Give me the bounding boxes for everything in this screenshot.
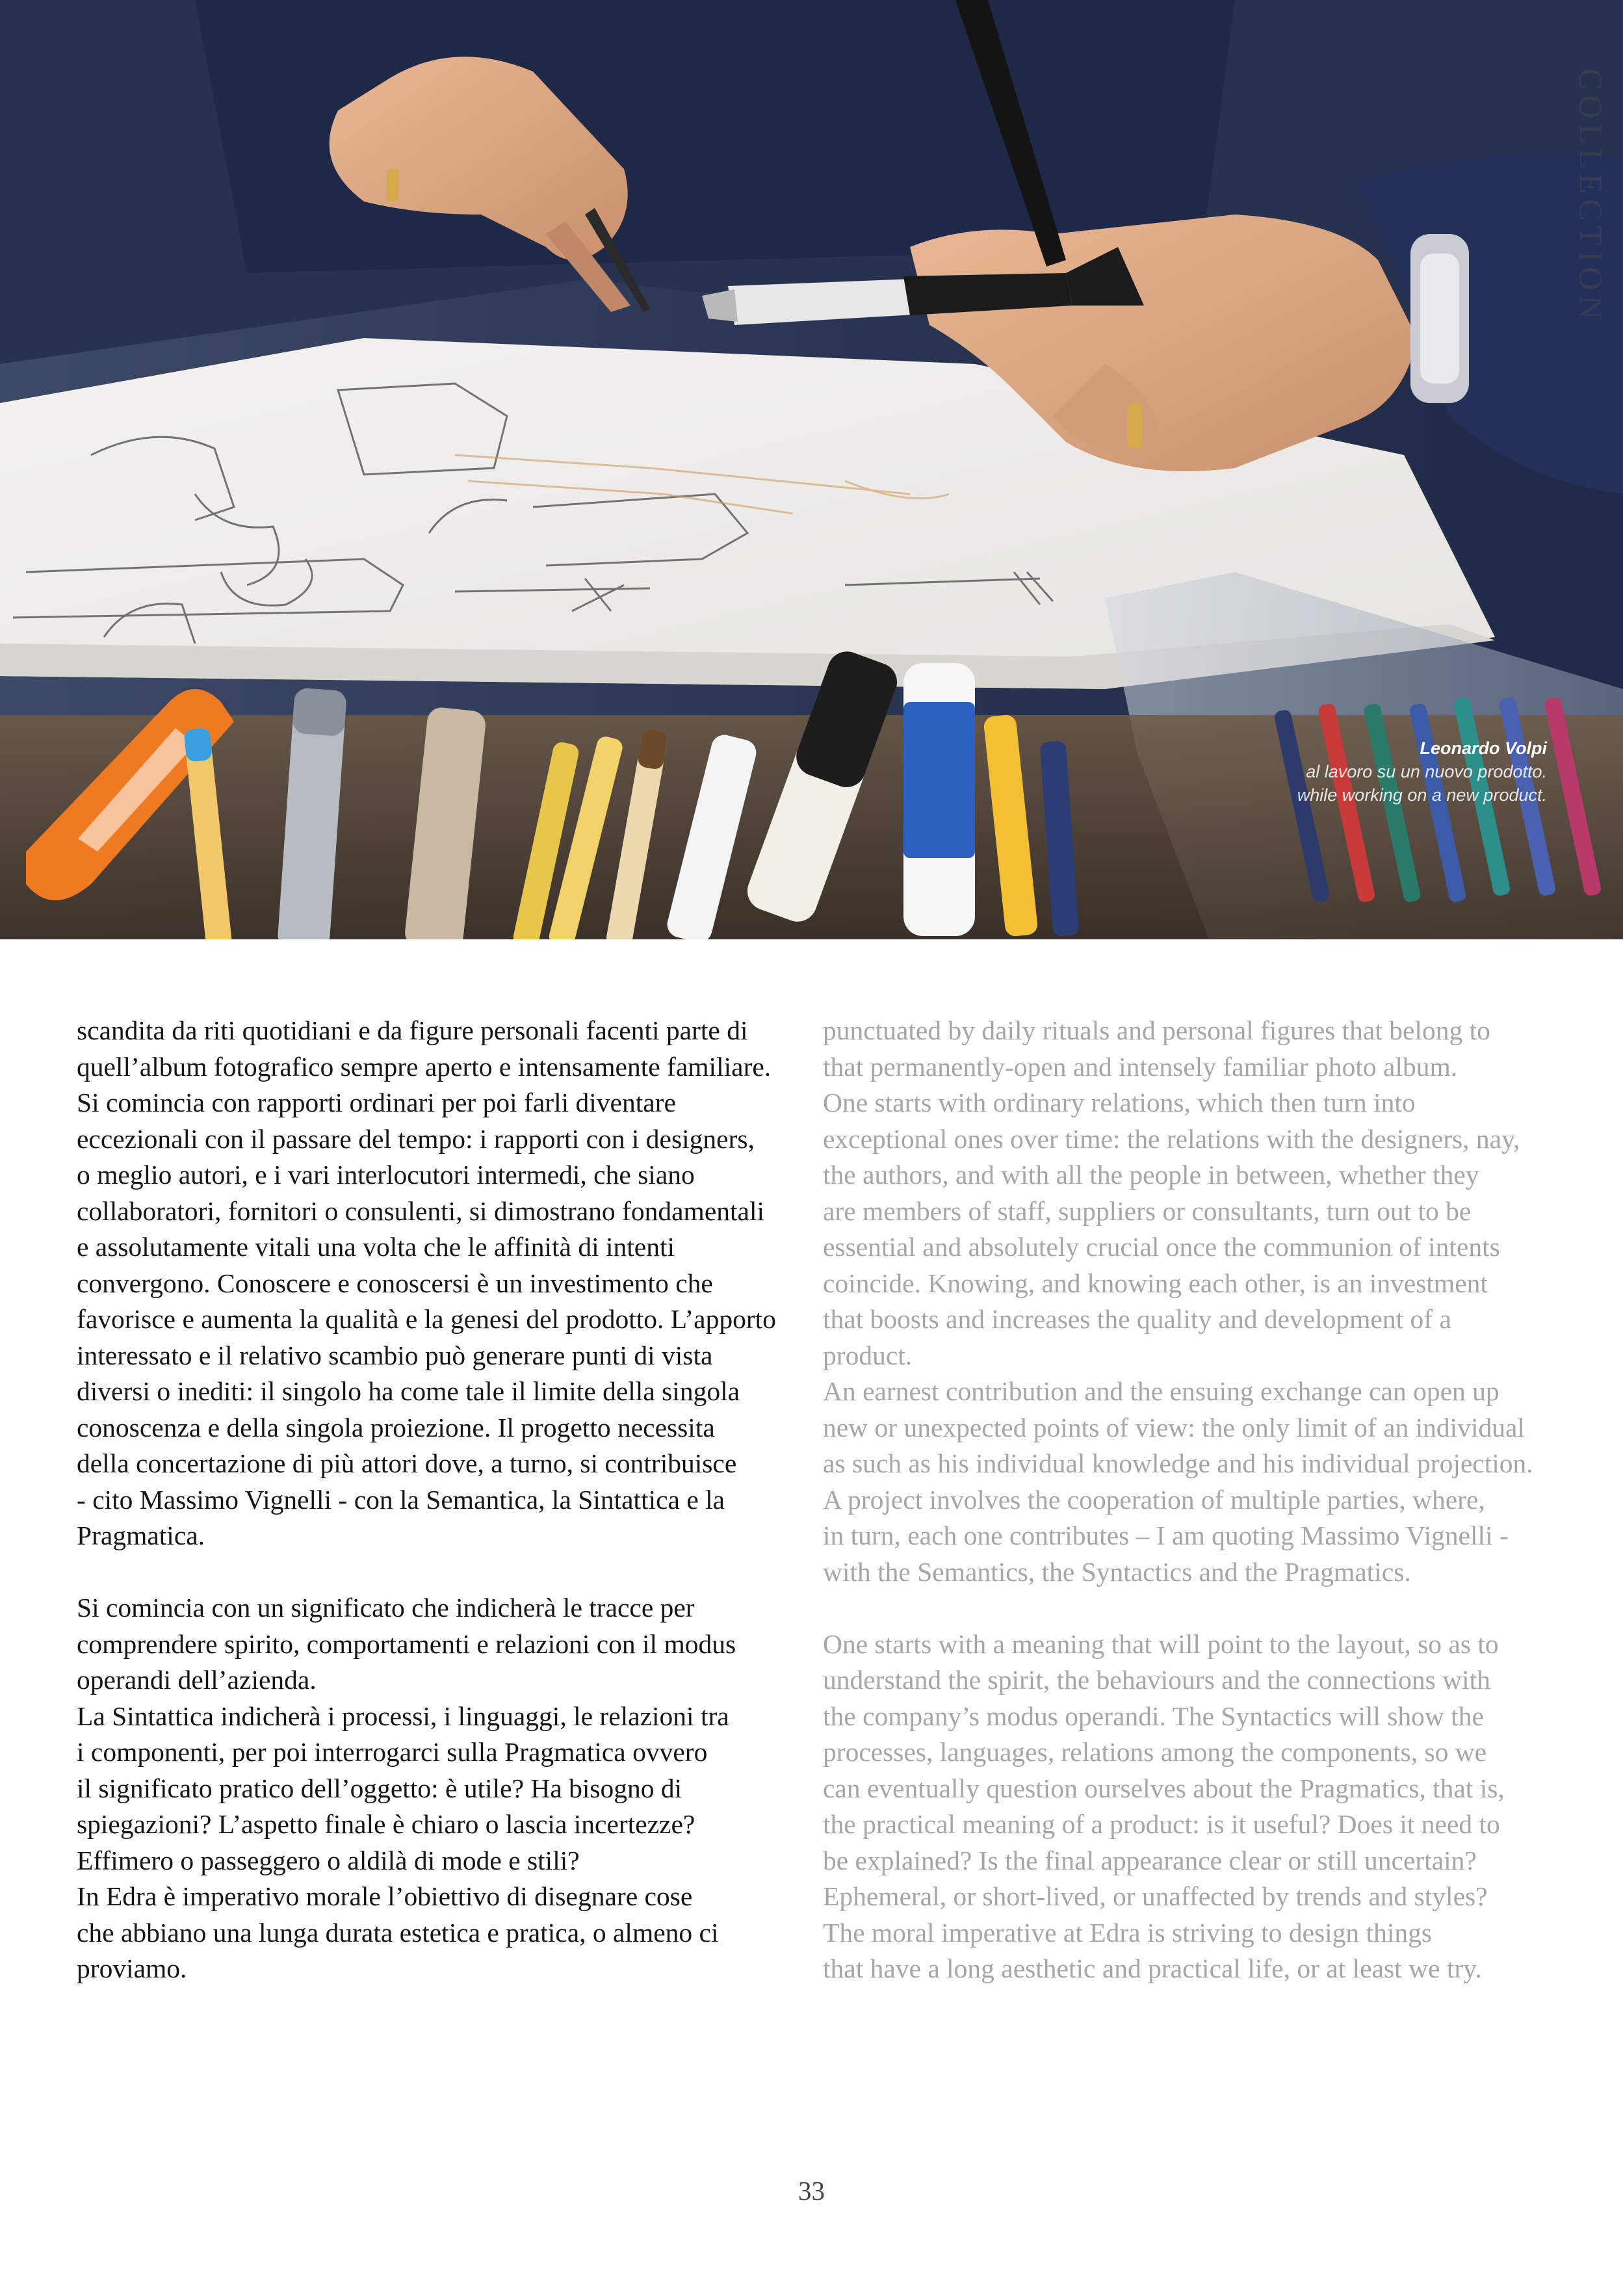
english-text-line: An earnest contribution and the ensuing exchange can open up (823, 1376, 1500, 1406)
designer-sketching-photo (0, 0, 1623, 939)
italian-text-line (77, 1554, 818, 1591)
italian-text-line: o meglio autori, e i vari interlocutori intermedi, che siano (77, 1160, 695, 1190)
italian-text-line: che abbiano una lunga durata estetica e pratica, o almeno ci (77, 1917, 719, 1948)
italian-text-line: proviamo. (77, 1953, 187, 1983)
english-text-line: are members of staff, suppliers or consultants, turn out to be (823, 1195, 1472, 1226)
english-text-line: be explained? Is the final appearance clear or still uncertain? (823, 1845, 1477, 1875)
italian-text-line: - cito Massimo Vignelli - con la Semantica, la Sintattica e la (77, 1484, 725, 1515)
italian-text-line: il significato pratico dell’oggetto: è utile? Ha bisogno di (77, 1773, 682, 1803)
english-text-line: One starts with ordinary relations, which then turn into (823, 1088, 1416, 1117)
italian-text-line: operandi dell’azienda. (77, 1665, 317, 1695)
english-text-line: The moral imperative at Edra is striving to design things (823, 1917, 1433, 1948)
english-text-line: exceptional ones over time: the relations with the designers, nay, (823, 1123, 1520, 1154)
english-text-line: One starts with a meaning that will point to the layout, so as to (823, 1628, 1499, 1659)
italian-text-line: interessato e il relativo scambio può generare punti di vista (77, 1340, 713, 1370)
english-text-line: essential and absolutely crucial once the communion of intents (823, 1232, 1500, 1262)
english-text-line: that have a long aesthetic and practical life, or at least we try. (823, 1953, 1482, 1983)
italian-text-line: i componenti, per poi interrogarci sulla Pragmatica ovvero (77, 1737, 708, 1767)
italian-text-line: quell’album fotografico sempre aperto e intensamente familiare. (77, 1051, 772, 1082)
english-text-column (823, 1013, 1564, 1987)
italian-text-line: comprendere spirito, comportamenti e relazioni con il modus (77, 1628, 736, 1659)
english-text-line: understand the spirit, the behaviours and the connections with (823, 1665, 1490, 1695)
english-text-line: new or unexpected points of view: the only limit of an individual (823, 1412, 1525, 1442)
italian-text-line: diversi o inediti: il singolo ha come tale il limite della singola (77, 1376, 740, 1406)
italian-text-line: Effimero o passeggero o aldilà di mode e stili? (77, 1845, 580, 1875)
english-text-line (823, 1590, 1564, 1626)
english-text-line: the company’s modus operandi. The Syntactics will show the (823, 1701, 1484, 1731)
italian-text-line: scandita da riti quotidiani e da figure personali facenti parte di (77, 1015, 748, 1045)
english-text-line: can eventually question ourselves about the Pragmatics, that is, (823, 1773, 1505, 1803)
photo-caption (1297, 737, 1547, 807)
page-number: 33 (798, 2176, 825, 2206)
italian-text-line: e assolutamente vitali una volta che le affinità di intenti (77, 1232, 675, 1262)
english-text-line: that permanently-open and intensely familiar photo album. (823, 1051, 1458, 1082)
italian-text-line: Si comincia con rapporti ordinari per poi farli diventare (77, 1088, 676, 1117)
english-text-line: that boosts and increases the quality and development of a (823, 1304, 1451, 1334)
italian-text-line: In Edra è imperativo morale l’obiettivo di disegnare cose (77, 1881, 693, 1911)
caption-name: Leonardo Volpi (1420, 738, 1547, 758)
english-text-line: coincide. Knowing, and knowing each other, is an investment (823, 1268, 1488, 1298)
english-text-line: the practical meaning of a product: is it useful? Does it need to (823, 1809, 1500, 1839)
english-text-line: in turn, each one contributes – I am quoting Massimo Vignelli - (823, 1520, 1509, 1550)
english-text-line: Ephemeral, or short-lived, or unaffected by trends and styles? (823, 1881, 1488, 1911)
italian-text-column (77, 1013, 818, 1987)
italian-text-line: Pragmatica. (77, 1520, 205, 1550)
caption-italian: al lavoro su un nuovo prodotto. (1306, 762, 1547, 781)
italian-text-line: della concertazione di più attori dove, a turno, si contribuisce (77, 1448, 737, 1478)
italian-text-line: convergono. Conoscere e conoscersi è un investimento che (77, 1268, 713, 1298)
english-text-line: punctuated by daily rituals and personal figures that belong to (823, 1015, 1490, 1045)
italian-text-line: spiegazioni? L’aspetto finale è chiaro o lascia incertezze? (77, 1809, 695, 1839)
italian-text-line: La Sintattica indicherà i processi, i linguaggi, le relazioni tra (77, 1701, 729, 1731)
italian-text-line: Si comincia con un significato che indicherà le tracce per (77, 1593, 695, 1623)
caption-english: while working on a new product. (1297, 785, 1547, 805)
english-text-line: with the Semantics, the Syntactics and the Pragmatics. (823, 1556, 1411, 1587)
english-text-line: product. (823, 1340, 913, 1370)
english-text-line: the authors, and with all the people in between, whether they (823, 1160, 1479, 1190)
english-text-line: A project involves the cooperation of multiple parties, where, (823, 1484, 1485, 1515)
english-text-line: as such as his individual knowledge and his individual projection. (823, 1448, 1533, 1478)
italian-text-line: favorisce e aumenta la qualità e la genesi del prodotto. L’apporto (77, 1304, 776, 1334)
italian-text-line: collaboratori, fornitori o consulenti, si dimostrano fondamentali (77, 1195, 765, 1226)
italian-text-line: conoscenza e della singola proiezione. Il progetto necessita (77, 1412, 715, 1442)
english-text-line: processes, languages, relations among the components, so we (823, 1737, 1487, 1767)
collection-side-label: COLLECTION (1573, 68, 1609, 324)
italian-text-line: eccezionali con il passare del tempo: i rapporti con i designers, (77, 1123, 755, 1154)
